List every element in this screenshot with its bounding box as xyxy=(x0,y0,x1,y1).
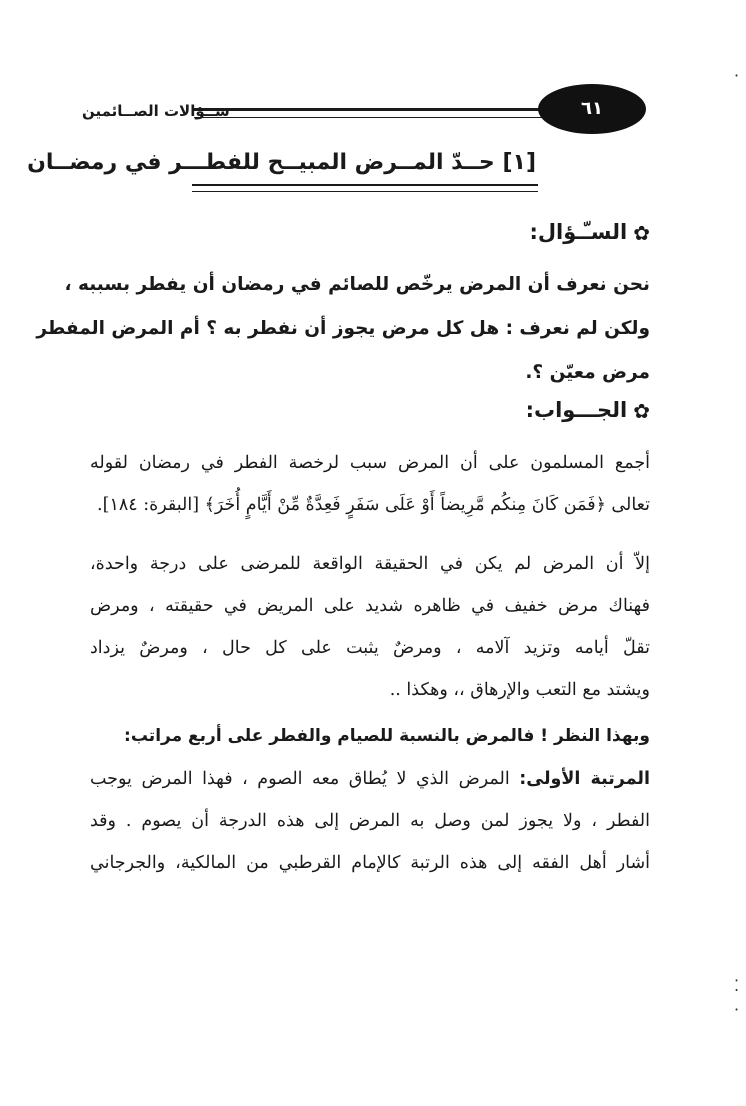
rank-one-label: المرتبة الأولى: xyxy=(519,769,650,789)
margin-speck: · xyxy=(734,66,740,85)
flower-ornament-icon: ✿ xyxy=(633,221,650,245)
answer-line: أجمع المسلمون على أن المرض سبب لرخصة الفطر في رمضان لقوله xyxy=(90,453,650,473)
question-line: نحن نعرف أن المرض يرخّص للصائم في رمضان أن يفطر بسببه ، xyxy=(64,274,650,295)
answer-line: الفطر ، ولا يجوز لمن وصل به المرض إلى هذه الدرجة أن يصوم . وقد xyxy=(90,811,650,831)
answer-line: تقلّ أيامه وتزيد آلامه ، ومرضٌ يثبت على كل حال ، ومرضٌ يزداد xyxy=(90,638,650,658)
quran-verse-line: تعالى ﴿فَمَن كَانَ مِنكُم مَّرِيضاً أَوْ عَلَى سَفَرٍ فَعِدَّةٌ مِّنْ أَيَّامٍ أُخَرَ﴾ [البقرة: ١٨٤]. xyxy=(97,495,650,515)
answer-paragraph-2 xyxy=(90,543,650,711)
answer-line: أشار أهل الفقه إلى هذه الرتبة كالإمام القرطبي من المالكية، والجرجاني xyxy=(90,853,650,873)
chapter-heading: [١] حــدّ المــرض المبيــح للفطـــر في رمضــان xyxy=(27,150,536,175)
answer-line: المرتبة الأولى: المرض الذي لا يُطاق معه الصوم ، فهذا المرض يوجب xyxy=(90,769,650,789)
chapter-heading-underline xyxy=(192,184,538,192)
margin-speck: ⁚ xyxy=(734,976,740,995)
margin-speck: · xyxy=(734,1000,740,1019)
question-label: السـّـؤال: xyxy=(529,220,628,244)
answer-label: الجـــواب: xyxy=(525,398,628,422)
book-title: ســؤالات الصــائمين xyxy=(82,102,230,120)
question-text xyxy=(36,263,650,395)
answer-line: فهناك مرض خفيف في ظاهره شديد على المريض في حقيقته ، ومرض xyxy=(90,596,650,616)
answer-paragraph-1 xyxy=(90,442,650,526)
answer-line: إلاّ أن المرض لم يكن في الحقيقة الواقعة للمرضى على درجة واحدة، xyxy=(90,554,650,574)
answer-heading xyxy=(90,398,650,423)
ranks-intro xyxy=(90,715,650,757)
answer-line: ويشتد مع التعب والإرهاق ،، وهكذا .. xyxy=(389,680,650,700)
question-heading xyxy=(90,220,650,245)
question-line: مرض معيّن ؟. xyxy=(525,362,650,383)
ranks-intro-line: وبهذا النظر ! فالمرض بالنسبة للصيام والفطر على أربع مراتب: xyxy=(124,726,650,746)
flower-ornament-icon: ✿ xyxy=(633,399,650,423)
page-number-badge: ٦١ xyxy=(538,84,646,134)
question-line: ولكن لم نعرف : هل كل مرض يجوز أن نفطر به ؟ أم المرض المفطر xyxy=(36,318,650,339)
running-header xyxy=(82,84,648,140)
rank-one-paragraph xyxy=(90,758,650,884)
